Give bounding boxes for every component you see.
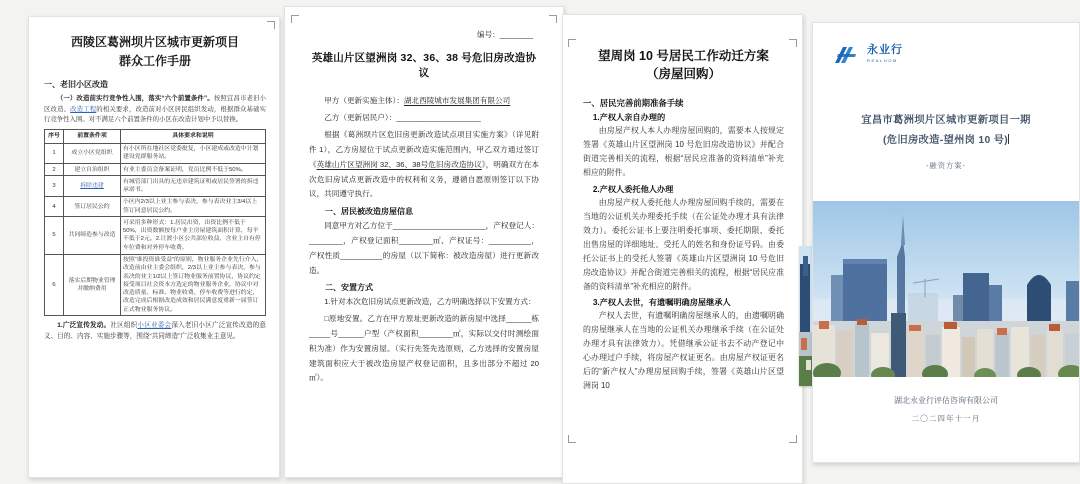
cover-title — [813, 111, 1079, 150]
plan-section-heading: 一、居民完善前期准备手续 — [583, 98, 684, 109]
text-boundary-mark — [549, 15, 557, 23]
cover-company: 湖北永业行评估咨询有限公司 — [894, 396, 998, 405]
logo-text-zh: 永业行 — [867, 44, 903, 56]
table-row — [45, 254, 266, 316]
table-row — [45, 143, 266, 164]
row-item: 建立自治组织 — [64, 164, 121, 176]
party-a-label: 甲方（更新实施主体）： — [324, 96, 404, 105]
owners-committee-link[interactable]: 小区业委会 — [137, 322, 172, 330]
table-row — [45, 196, 266, 217]
party-a-line — [309, 92, 539, 126]
plan-title — [583, 47, 784, 83]
plan-sub1: 1.产权人亲自办理的 — [592, 113, 666, 123]
agreement-section1-body: 同意甲方对乙方位于______________________，产权登记人：________，产权登记面积________㎡、产权证号：__________，产权性质__________的房屋（以下简称：被改造房屋）进行更新改造。 — [309, 221, 539, 275]
cover-subtitle: -融资方案- — [925, 161, 967, 170]
intro-text: 按照宜昌市老旧小区改造、 — [44, 95, 267, 113]
row-num: 4 — [45, 196, 64, 217]
agreement-title: 英雄山片区望洲岗 32、36、38 号危旧房改造协议 — [311, 52, 537, 79]
intro-lead: （一）改造前实行竞争性入围，落实“六个前置条件”。 — [56, 95, 214, 103]
row-desc: 有业主委员会备案证明，党员比例不低于50%。 — [121, 164, 266, 176]
footer-text-after: 深入老旧小区广泛宣传改造的意义、目的、内容、实施步骤等，围绕“共同缔造”广泛收集业主意见。 — [44, 322, 267, 340]
plan-title-line1: 望周岗 10 号居民工作动迁方案 — [598, 49, 769, 63]
agreement-number-field: 编号：________ — [477, 30, 533, 39]
handbook-page — [28, 16, 280, 478]
footer-text: 社区组织 — [110, 322, 138, 330]
row-item: 成立小区党组织 — [64, 143, 121, 164]
demolish-illegal-build-link[interactable]: 拆除违建 — [80, 183, 104, 189]
company-logo — [833, 45, 903, 67]
row-num: 3 — [45, 176, 64, 197]
text-boundary-mark — [789, 39, 797, 47]
col-header-num: 序号 — [45, 130, 64, 143]
row-desc: 可采用多种形式：1.居民出资，出资比例不低于50%，出资数额按每户业主房屋建筑面积计算，每平不低于2元。2.让渡小区公共部位收益，含业主自有停车位费和对外停车收费。 — [121, 217, 266, 254]
table-row — [45, 176, 266, 197]
agreement-resettle-option: □原地安置。乙方在甲方原址更新改造的新房屋中选择______栋_____号______户型（产权面积________㎡，实际以交付时测绘面积为准）作为安置房屋。（实行先签先选原则，乙方选择的安置房屋建筑面积应大于被改造房屋产权登记面积，且多出部分不超过 20 ㎡）。 — [309, 314, 539, 383]
row-desc: 有城管部门出具的无违章建筑证明或居民签署的拆违承诺书。 — [121, 176, 266, 197]
city-photo-sliver — [799, 246, 812, 386]
plan-sub3: 3.产权人去世，有遗嘱明确房屋继承人 — [592, 297, 731, 307]
table-row — [45, 217, 266, 254]
city-sliver-image — [799, 246, 812, 386]
relocation-plan-page — [562, 14, 803, 484]
intro-text-after: 的相关要求，改造前对小区居民组织发动，根据群众基础实行竞争性入围。对不满足六个前置条件的小区在改造计划中予以替换。 — [44, 105, 267, 123]
table-row — [45, 164, 266, 176]
plan-paragraph-1: 由房屋产权人本人办理房屋回购的，需要本人按规定签署《英雄山片区望洲岗 10 号危旧房改造协议》并配合街道完善相关的流程，根据“居民应准备的资料清单”补充相应的附件。 — [583, 126, 784, 178]
agreement-section1-heading: 一、居民被改造房屋信息 — [325, 207, 413, 217]
handbook-intro-paragraph — [44, 94, 266, 125]
plan-paragraph-2: 由房屋产权人委托他人办理房屋回购手续的，需要在当地的公证机关办理委托手续（在公证处办理才具有法律效力）。委托公证书上要注明委托事项、委托期限、委托出售房屋的详细地址、受托人的姓名和身份证号码。由委托公证书上的受托人签署《英雄山片区望洲岗 10 号危旧房改造协议》并配合街道完善相关的流程，根据“居民应准备的资料清单”补充相应的附件。 — [583, 197, 784, 291]
cover-date: 二〇二四年十一月 — [911, 414, 981, 423]
row-item: 落实后期物业管理并缴纳费用 — [64, 254, 121, 316]
agreement-section2-heading: 二、安置方式 — [325, 283, 373, 293]
plan-paragraph-3: 产权人去世，有遗嘱明确房屋继承人的，由遗嘱明确的房屋继承人在当地的公证机关办理继承手续（在公证处办理才具有法律效力）。凭借继承公证书去不动产登记中心办理过户手续，将房屋产权证更名。由房屋产权证更名后的“新产权人”办理房屋回购手续，签署《英雄山片区望洲岗 10 — [583, 310, 784, 391]
row-num: 2 — [45, 164, 64, 176]
row-num: 6 — [45, 254, 64, 316]
party-b-blank: ____________________ — [396, 113, 481, 123]
text-boundary-mark — [291, 15, 299, 23]
preamble-text: 根据《葛洲坝片区危旧房更新改造试点项目实施方案》（详见附件 1），乙方房屋位于试点更新改造实施范围内，甲乙双方通过签订《 — [309, 130, 539, 169]
text-boundary-mark — [789, 435, 797, 443]
handbook-footer-paragraph — [44, 321, 266, 342]
handbook-title — [44, 33, 266, 70]
text-boundary-mark — [568, 39, 576, 47]
text-boundary-mark — [568, 435, 576, 443]
handbook-title-line1: 西陵区葛洲坝片区城市更新项目 — [70, 35, 239, 49]
handbook-section-heading: 一、老旧小区改造 — [44, 80, 108, 90]
col-header-desc: 具体要求和说明 — [121, 130, 266, 143]
table-header-row — [45, 130, 266, 143]
yongyehang-logo-icon — [833, 45, 863, 67]
agreement-section2-item1: 1.针对本次危旧房试点更新改造，乙方明确选择以下安置方式： — [324, 297, 536, 307]
financing-cover-page — [812, 22, 1080, 463]
cover-title-line1: 宜昌市葛洲坝片区城市更新项目一期 — [861, 115, 1031, 126]
agreement-preamble — [309, 128, 539, 202]
city-skyline-image — [813, 201, 1080, 377]
renovation-project-link[interactable]: 改造工程 — [70, 105, 97, 113]
party-b-label: 乙方（更新居民户）： — [324, 113, 397, 123]
row-desc: 有小区所在地社区党委批复，小区建成或改造中计划建设党群服务站。 — [121, 143, 266, 164]
agreement-page — [284, 6, 564, 478]
footer-lead: 1.广泛宣传发动。 — [57, 322, 111, 330]
row-num: 5 — [45, 217, 64, 254]
row-item: 共同缔造参与改造 — [64, 217, 121, 254]
agreement-name-ref: 英雄山片区望洲岗 32、36、38号危旧房改造协议 — [316, 159, 482, 169]
party-a-value: 湖北西陵城市发展集团有限公司 — [403, 96, 511, 105]
logo-text-en: REALHOM — [867, 58, 898, 63]
preamble-text-after: 》，明确双方在本次危旧房试点更新改造中的权利和义务，遵循自愿原则签订以下协议，共同遵守执行。 — [309, 159, 540, 199]
text-cursor — [1008, 134, 1009, 144]
plan-sub2: 2.产权人委托他人办理 — [592, 184, 674, 194]
row-item: 签订居民公约 — [64, 196, 121, 217]
row-desc: 小区内2/3以上业主参与表决，参与表决业主3/4以上签订同意居民公约。 — [121, 196, 266, 217]
plan-title-line2: （房屋回购） — [645, 67, 721, 82]
handbook-title-line2: 群众工作手册 — [118, 53, 191, 68]
city-skyline-photo — [813, 201, 1080, 377]
precondition-table — [44, 129, 266, 316]
text-boundary-mark — [267, 21, 275, 29]
cover-title-line2: (危旧房改造-望州岗 10 号) — [883, 134, 1008, 146]
row-desc: 按照“谁投资谁受益”的原则，物业服务企业先行介入，改造前由业主委会组织，2/3以上业主参与表决，参与表决的业主1/2以上签订物业服务前置协议，协议约定接受项目社会资本方选定的物业服务企业，协议中对改造质量、标准、物业收费、停车收费等进行约定，改造完成后根据改造成效和居民满意度重新一届签订正式物业服务协议。 — [121, 254, 266, 316]
col-header-item: 前置条件项 — [64, 130, 121, 143]
row-num: 1 — [45, 143, 64, 164]
